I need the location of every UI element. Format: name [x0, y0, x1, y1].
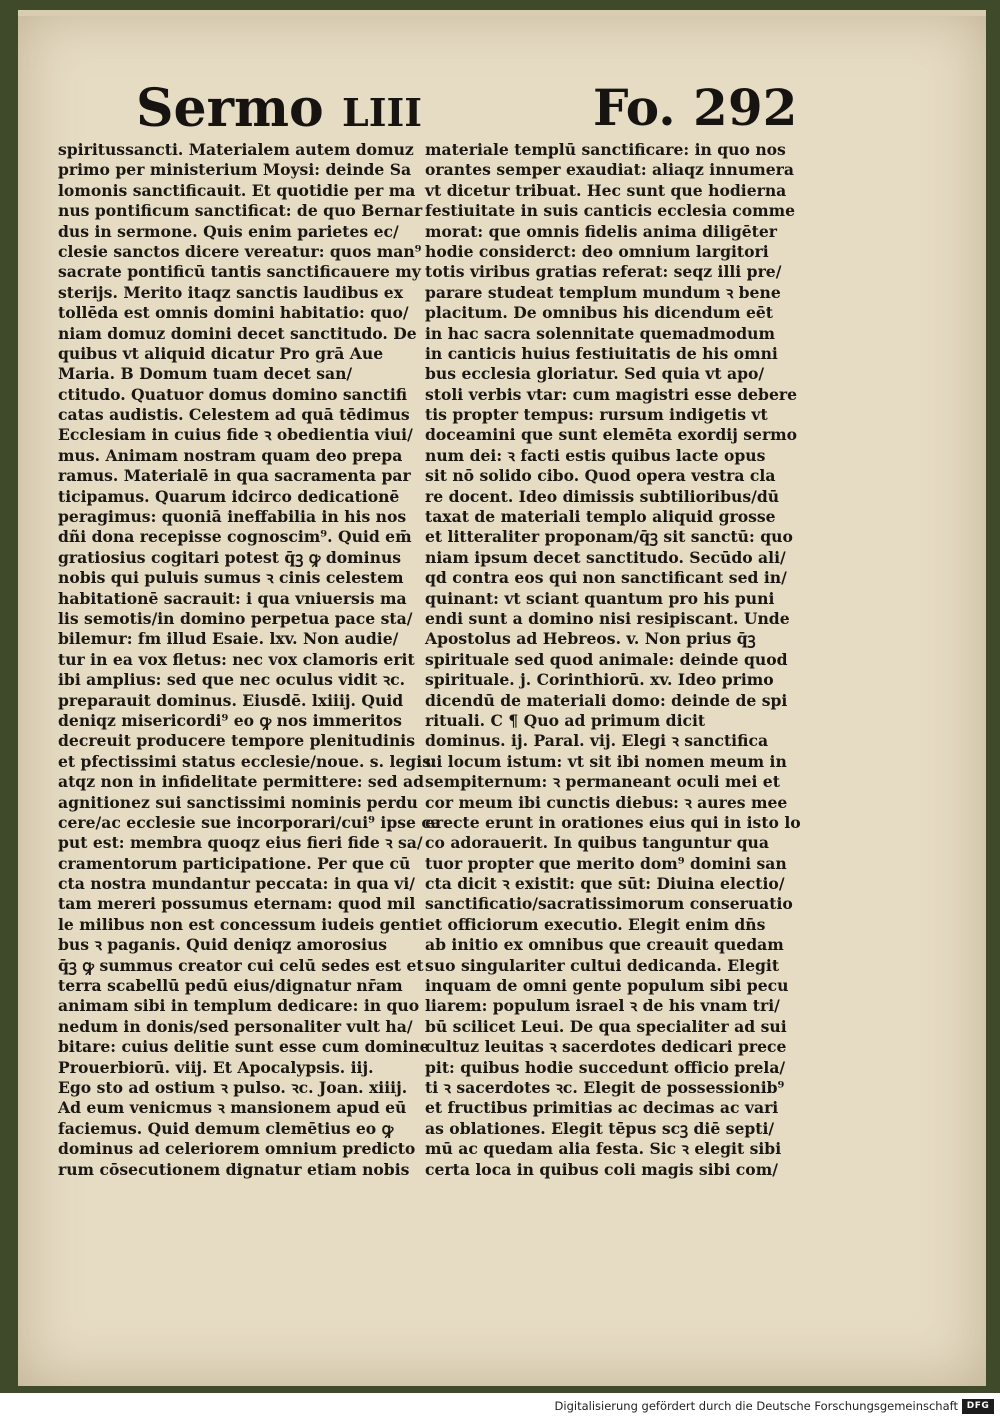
text-column-right	[425, 140, 801, 1180]
text-line: habitationē sacrauit: i qua vniuersis ma	[58, 588, 407, 608]
text-line: rituali. C ¶ Quo ad primum dicit	[425, 710, 706, 730]
text-line: parare studeat templum mundum ꝛ bene	[425, 282, 781, 302]
text-line: cere/ac ecclesie sue incorporari/cui⁹ ipse ca	[58, 812, 441, 832]
text-line: terra scabellū pedū eius/dignatur nr̄am	[58, 976, 403, 996]
text-line: doceamini que sunt elemēta exordij sermo	[425, 425, 798, 445]
text-line: num dei: ꝛ facti estis quibus lacte opus	[425, 445, 766, 465]
page-edge	[18, 10, 986, 16]
text-line: sempiternum: ꝛ permaneant oculi mei et	[425, 772, 780, 792]
text-line: ramus. Materialē in qua sacramenta par	[58, 466, 411, 486]
text-line: sit nō solido cibo. Quod opera vestra cla	[425, 466, 776, 486]
text-line: festiuitate in suis canticis ecclesia comme	[425, 201, 796, 221]
text-line: liarem: populum israel ꝛ de his vnam tri/	[425, 996, 780, 1016]
dfg-logo-icon: DFG	[962, 1399, 994, 1414]
text-line: morat: que omnis fidelis anima diligēter	[425, 221, 778, 241]
text-line: niam ipsum decet sanctitudo. Secūdo ali/	[425, 547, 786, 567]
text-line: Maria. B Domum tuam decet san/	[58, 364, 353, 384]
text-line: ui locum istum: vt sit ibi nomen meum in	[425, 751, 787, 771]
text-line: placitum. De omnibus his dicendum eēt	[425, 303, 773, 323]
text-line: tollēda est omnis domini habitatio: quo/	[58, 303, 409, 323]
text-line: put est: membra quoqz eius fieri fide ꝛ sa/	[58, 833, 423, 853]
text-line: bilemur: fm illud Esaie. lxv. Non audie/	[58, 629, 399, 649]
text-line: dicendū de materiali domo: deinde de spi	[425, 690, 788, 710]
text-line: Ecclesiam in cuius fide ꝛ obedientia viui/	[58, 425, 413, 445]
text-line: bū scilicet Leui. De qua specialiter ad sui	[425, 1016, 787, 1036]
text-line: ctitudo. Quatuor domus domino sanctifi	[58, 384, 408, 404]
text-line: sterijs. Merito itaqz sanctis laudibus ex	[58, 282, 404, 302]
text-line: lomonis sanctificauit. Et quotidie per ma	[58, 180, 416, 200]
running-head-sermon-number: LIII	[342, 90, 423, 135]
text-line: rum cōsecutionem dignatur etiam nobis	[58, 1159, 410, 1179]
text-line: totis viribus gratias referat: seqz illi pre/	[425, 262, 782, 282]
text-line: tuor propter que merito dom⁹ domini san	[425, 853, 787, 873]
text-line: mus. Animam nostram quam deo prepa	[58, 445, 403, 465]
text-line: qd contra eos qui non sanctificant sed in/	[425, 568, 787, 588]
text-line: taxat de materiali templo aliquid grosse	[425, 507, 776, 527]
text-line: bitare: cuius delitie sunt esse cum domine	[58, 1037, 430, 1057]
text-line: in hac sacra solennitate quemadmodum	[425, 323, 775, 343]
text-line: ti ꝛ sacerdotes ꝛc. Elegit de possessionib⁹	[425, 1077, 785, 1097]
text-line: ibi amplius: sed que nec oculus vidit ꝛc.	[58, 670, 406, 690]
text-line: quibus vt aliquid dicatur Pro grā Aue	[58, 343, 384, 363]
text-line: bus ꝛ paganis. Quid deniqz amorosius	[58, 935, 388, 955]
text-line: spirituale sed quod animale: deinde quod	[425, 649, 788, 669]
text-line: quinant: vt sciant quantum pro his puni	[425, 588, 775, 608]
text-line: Ad eum venicmus ꝛ mansionem apud eū	[58, 1098, 407, 1118]
text-line: stoli verbis vtar: cum magistri esse debere	[425, 384, 798, 404]
text-line: Ego sto ad ostium ꝛ pulso. ꝛc. Joan. xiiij.	[58, 1077, 408, 1097]
text-line: sacrate pontificū tantis sanctificauere my	[58, 262, 421, 282]
text-line: vt dicetur tribuat. Hec sunt que hodierna	[425, 180, 787, 200]
text-column-left	[58, 140, 441, 1180]
text-line: cramentorum participatione. Per que cū	[58, 853, 411, 873]
text-line: nus pontificum sanctificat: de quo Bernar	[58, 201, 423, 221]
text-line: et officiorum executio. Elegit enim dn̄s	[425, 914, 766, 934]
running-head-sermo: Sermo	[136, 78, 324, 139]
text-line: inquam de omni gente populum sibi pecu	[425, 976, 789, 996]
text-line: le milibus non est concessum iudeis genti	[58, 914, 425, 934]
text-line: erecte erunt in orationes eius qui in isto lo	[425, 812, 801, 832]
text-line: ab initio ex omnibus que creauit quedam	[425, 935, 784, 955]
text-line: co adorauerit. In quibus tanguntur qua	[425, 833, 769, 853]
text-line: pit: quibus hodie succedunt officio prela/	[425, 1057, 786, 1077]
text-line: as oblationes. Elegit tēpus scꝫ diē septi/	[425, 1118, 775, 1138]
funding-credit: Digitalisierung gefördert durch die Deutsche Forschungsgemeinschaft	[554, 1399, 958, 1413]
text-line: cor meum ibi cunctis diebus: ꝛ aures mee	[425, 792, 788, 812]
text-line: preparauit dominus. Eiusdē. lxiiij. Quid	[58, 690, 404, 710]
text-line: certa loca in quibus coli magis sibi com/	[425, 1159, 778, 1179]
text-line: faciemus. Quid demum clemētius eo ꝙ	[58, 1118, 394, 1138]
text-line: re docent. Ideo dimissis subtilioribus/dū	[425, 486, 780, 506]
text-line: nobis qui puluis sumus ꝛ cinis celestem	[58, 568, 404, 588]
text-line: tur in ea vox fletus: nec vox clamoris erit	[58, 649, 415, 669]
text-line: ticipamus. Quarum idcirco dedicationē	[58, 486, 400, 506]
footer-bar	[0, 1393, 1000, 1423]
text-line: tis propter tempus: rursum indigetis vt	[425, 405, 768, 425]
text-line: dominus ad celeriorem omnium predicto	[58, 1139, 416, 1159]
text-line: mū ac quedam alia festa. Sic ꝛ elegit sibi	[425, 1139, 782, 1159]
text-line: bus ecclesia gloriatur. Sed quia vt apo/	[425, 364, 765, 384]
text-line: dñi dona recepisse cognoscim⁹. Quid em̄	[58, 527, 412, 547]
text-line: niam domuz domini decet sanctitudo. De	[58, 323, 417, 343]
text-line: et pfectissimi status ecclesie/noue. s. legis:	[58, 751, 437, 771]
text-line: catas audistis. Celestem ad quā tēdimus	[58, 405, 410, 425]
text-line: peragimus: quoniā ineffabilia in his nos	[58, 507, 407, 527]
running-head-folio: Fo. 292	[593, 78, 798, 137]
text-line: cta dicit ꝛ existit: que sūt: Diuina electio/	[425, 874, 785, 894]
text-line: Prouerbiorū. viij. Et Apocalypsis. iij.	[58, 1057, 374, 1077]
text-line: et fructibus primitias ac decimas ac vari	[425, 1098, 779, 1118]
text-line: decreuit producere tempore plenitudinis	[58, 731, 416, 751]
book-page	[18, 10, 986, 1386]
text-line: lis semotis/in domino perpetua pace sta/	[58, 608, 413, 628]
text-line: deniqz misericordi⁹ eo ꝙ nos immeritos	[58, 710, 402, 730]
text-line: tam mereri possumus eternam: quod mil	[58, 894, 416, 914]
text-line: sanctificatio/sacratissimorum conseruatio	[425, 894, 793, 914]
text-line: gratiosius cogitari potest q̄ꝫ ꝙ dominus	[58, 547, 402, 567]
text-line: et litteraliter proponam/q̄ꝫ sit sanctū: quo	[425, 527, 793, 547]
text-line: cta nostra mundantur peccata: in qua vi/	[58, 874, 415, 894]
text-line: dominus. ij. Paral. vij. Elegi ꝛ sanctifica	[425, 731, 769, 751]
text-line: atqz non in infidelitate permittere: sed ad	[58, 772, 424, 792]
text-line: q̄ꝫ ꝙ summus creator cui celū sedes est et	[58, 955, 424, 975]
text-line: primo per ministerium Moysi: deinde Sa	[58, 160, 412, 180]
text-line: spirituale. j. Corinthiorū. xv. Ideo primo	[425, 670, 774, 690]
text-line: cultuz leuitas ꝛ sacerdotes dedicari prece	[425, 1037, 787, 1057]
text-line: suo singulariter cultui dedicanda. Elegit	[425, 955, 780, 975]
text-line: nedum in donis/sed personaliter vult ha/	[58, 1016, 413, 1036]
text-line: endi sunt a domino nisi resipiscant. Unde	[425, 608, 790, 628]
text-line: animam sibi in templum dedicare: in quo	[58, 996, 420, 1016]
text-line: materiale templū sanctificare: in quo nos	[425, 140, 786, 159]
text-line: clesie sanctos dicere vereatur: quos man⁹	[58, 241, 422, 261]
text-line: orantes semper exaudiat: aliaqz innumera	[425, 160, 794, 180]
text-line: Apostolus ad Hebreos. v. Non prius q̄ꝫ	[425, 629, 756, 649]
text-line: hodie considerct: deo omnium largitori	[425, 241, 769, 261]
text-line: in canticis huius festiuitatis de his omni	[425, 343, 778, 363]
text-line: dus in sermone. Quis enim parietes ec/	[58, 221, 399, 241]
text-line: spiritussancti. Materialem autem domuz	[58, 140, 414, 159]
text-line: agnitionez sui sanctissimi nominis perdu	[58, 792, 418, 812]
